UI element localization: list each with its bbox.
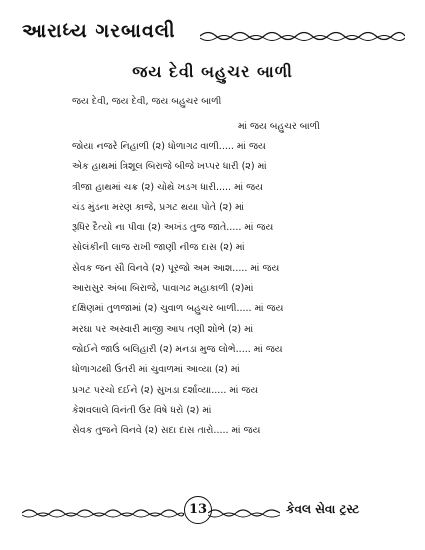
song-subtitle: જય દેવી, જય દેવી, જય બહુચર બાળી — [72, 96, 222, 107]
song-line: એક હાથમાં ત્રિશૂલ બિરાજે બીજે ખપ્પર ધારી (૨) માં — [72, 161, 267, 173]
song-line: દક્ષિણમાં તુળજામાં (૨) ચુવાળ બહુચર બાળી..... માં જય — [72, 303, 284, 315]
decorative-border-bottom-left — [22, 507, 184, 519]
decorative-border-bottom-right — [208, 507, 280, 519]
song-line: સેવક જન સૌ વિનવે (૨) પૂરજો અમ આશ..... માં જય — [72, 262, 280, 274]
song-line: સેવક તુજને વિનવે (૨) સદા દાસ તારો..... માં જય — [72, 425, 261, 437]
publisher-name: કેવલ સેવા ટ્રસ્ટ — [286, 502, 360, 516]
decorative-border-top — [200, 29, 405, 43]
song-line: ચંડ મુંડના મરણ કાજે, પ્રગટ થયા પોતે (૨) માં — [72, 201, 245, 213]
song-line: સોલંકીની લાજ રાખી જાણી નીજ દાસ (૨) માં — [72, 242, 245, 254]
song-line: ધોળાગઢથી ઉતરી માં ચુવાળમાં આવ્યા (૨) માં — [72, 364, 240, 376]
song-line: રૂધિર દૈત્યો ના પીવા (૨) અખંડ તુજ જાતે..... માં જય — [72, 222, 274, 234]
song-line: ત્રીજા હાથમાં ચક્ર (૨) ચોથે ખડગ ધારી..... માં જય — [72, 181, 263, 193]
song-title: જય દેવી બહુચર બાળી — [132, 62, 293, 81]
song-line: મરઘા પર અસ્વારી માજી આપ તણી શોભે (૨) માં — [72, 323, 254, 335]
song-line: આરાસુર અંબા બિરાજે, પાવાગઢ મહાકાળી (૨)માં — [72, 283, 254, 295]
song-lines — [72, 137, 412, 441]
song-line: પ્રગટ પરચો દઈને (૨) સુખડા દર્શાવ્યા..... માં જય — [72, 384, 259, 396]
song-line: જોયા નજરે નિહાળી (૨) ધોળાગઢ વાળી..... માં જય — [72, 141, 266, 152]
page-number: 13 — [184, 496, 212, 524]
song-line: કેશવલાલે વિનંતી ઉર વિષે ધરો (૨) માં — [72, 404, 212, 416]
song-line: જોઈને જાઉં બલિહારી (૨) મનડા મુજ લોભે..... માં જય — [72, 343, 283, 355]
song-refrain: માં જય બહુચર બાળી — [238, 121, 320, 132]
book-title: આરાધ્ય ગરબાવલી — [22, 20, 176, 42]
